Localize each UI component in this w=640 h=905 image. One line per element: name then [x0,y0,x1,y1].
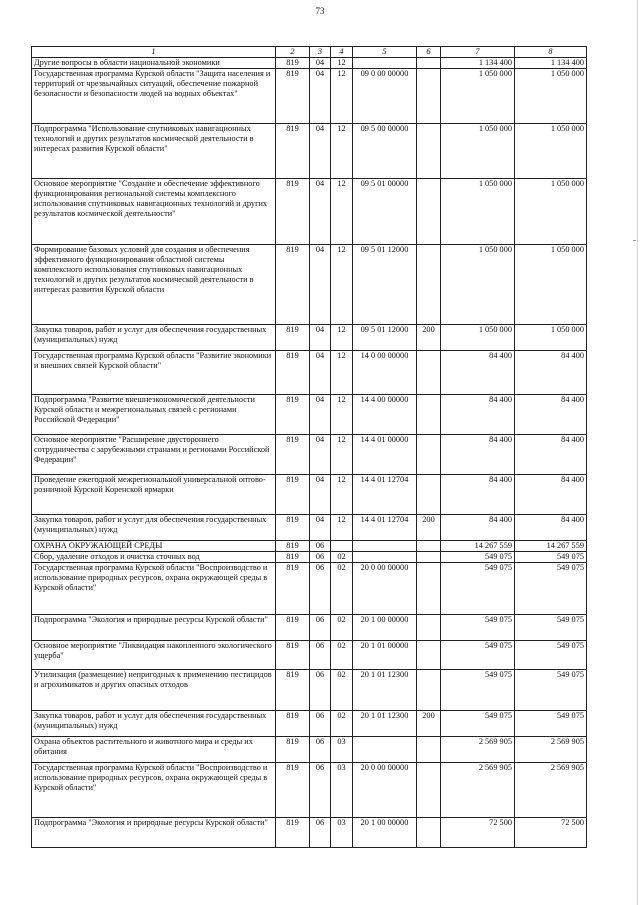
cell-subsection: 12 [331,324,353,350]
cell-expense-type [417,614,441,640]
cell-amount-2020: 1 050 000 [441,324,515,350]
cell-amount-2020: 1 134 400 [441,57,515,68]
cell-name: Проведение ежегодной межрегиональной универсальной оптово-розничной Курской Коренской ярмарки [32,474,276,514]
cell-subsection: 02 [331,669,353,710]
cell-amount-2021: 72 500 [515,817,587,847]
cell-amount-2020: 549 075 [441,551,515,562]
cell-section: 06 [310,551,331,562]
cell-expense-type: 200 [417,514,441,540]
cell-subsection: 12 [331,514,353,540]
cell-admin-code: 819 [276,57,310,68]
cell-section: 04 [310,474,331,514]
cell-target-article: 14 4 01 12704 [353,514,417,540]
cell-section: 04 [310,57,331,68]
cell-amount-2021: 1 134 400 [515,57,587,68]
cell-amount-2021: 2 569 905 [515,762,587,817]
column-number: 6 [417,47,441,58]
cell-admin-code: 819 [276,669,310,710]
cell-amount-2020: 1 050 000 [441,68,515,123]
cell-name: Сбор, удаление отходов и очистка сточных вод [32,551,276,562]
cell-expense-type [417,68,441,123]
cell-name: Основное мероприятие "Расширение двустороннего сотрудничества с зарубежными странами и регионами Российской Федерации" [32,434,276,474]
cell-subsection: 12 [331,474,353,514]
cell-expense-type [417,669,441,710]
table-row [32,817,587,847]
cell-amount-2020: 549 075 [441,614,515,640]
column-number: 8 [515,47,587,58]
scan-mark [633,240,636,241]
cell-expense-type [417,540,441,551]
cell-section: 04 [310,434,331,474]
cell-name: Государственная программа Курской области "Защита населения и территорий от чрезвычайных ситуаций, обеспечение пожарной безопасности и безопасности людей на водных объектах" [32,68,276,123]
cell-amount-2021: 84 400 [515,350,587,394]
column-number: 3 [310,47,331,58]
cell-amount-2020: 1 050 000 [441,178,515,244]
cell-section: 06 [310,640,331,669]
column-number: 2 [276,47,310,58]
cell-section: 06 [310,669,331,710]
cell-subsection: 03 [331,817,353,847]
table-row [32,514,587,540]
cell-name: Закупка товаров, работ и услуг для обеспечения государственных (муниципальных) нужд [32,710,276,736]
cell-section: 06 [310,710,331,736]
cell-amount-2021: 1 050 000 [515,68,587,123]
cell-section: 06 [310,762,331,817]
cell-name: Основное мероприятие "Ликвидация накопленного экологического ущерба" [32,640,276,669]
cell-expense-type [417,434,441,474]
cell-amount-2020: 84 400 [441,514,515,540]
cell-section: 04 [310,68,331,123]
cell-amount-2021: 549 075 [515,551,587,562]
cell-amount-2021: 549 075 [515,562,587,614]
cell-subsection: 12 [331,57,353,68]
cell-expense-type: 200 [417,324,441,350]
cell-name: Формирование базовых условий для создания и обеспечения эффективного функционирования областной системы комплексного использования спутниковых навигационных технологий и других результатов космической деятельности в интересах развития Курской области [32,244,276,324]
cell-expense-type [417,474,441,514]
cell-target-article: 20 1 00 00000 [353,614,417,640]
cell-amount-2021: 1 050 000 [515,244,587,324]
cell-expense-type [417,551,441,562]
column-number: 4 [331,47,353,58]
cell-subsection: 02 [331,551,353,562]
column-number-row [32,47,587,58]
cell-admin-code: 819 [276,244,310,324]
table-row [32,178,587,244]
cell-target-article [353,551,417,562]
cell-amount-2020: 2 569 905 [441,762,515,817]
cell-expense-type: 200 [417,710,441,736]
cell-admin-code: 819 [276,474,310,514]
cell-amount-2021: 14 267 559 [515,540,587,551]
cell-amount-2021: 1 050 000 [515,123,587,178]
table-row [32,244,587,324]
cell-admin-code: 819 [276,350,310,394]
cell-target-article: 20 1 01 00000 [353,640,417,669]
cell-target-article [353,736,417,762]
cell-amount-2021: 1 050 000 [515,178,587,244]
budget-table [31,46,587,848]
cell-section: 06 [310,817,331,847]
cell-target-article: 20 1 01 12300 [353,710,417,736]
table-row [32,640,587,669]
cell-target-article: 20 0 00 00000 [353,762,417,817]
cell-subsection: 02 [331,710,353,736]
table-row [32,669,587,710]
cell-section: 06 [310,562,331,614]
cell-target-article: 20 1 00 00000 [353,817,417,847]
cell-section: 04 [310,324,331,350]
table-row [32,614,587,640]
cell-amount-2020: 72 500 [441,817,515,847]
cell-name: Другие вопросы в области национальной экономики [32,57,276,68]
cell-amount-2021: 549 075 [515,640,587,669]
scan-edge-line [637,0,638,905]
cell-name: Государственная программа Курской области "Развитие экономики и внешних связей Курской области" [32,350,276,394]
cell-subsection: 12 [331,350,353,394]
cell-expense-type [417,640,441,669]
cell-name: Утилизация (размещение) непригодных к применению пестицидов и агрохимикатов и других опасных отходов [32,669,276,710]
cell-amount-2020: 549 075 [441,669,515,710]
cell-admin-code: 819 [276,324,310,350]
cell-section: 04 [310,123,331,178]
cell-target-article: 09 5 01 12000 [353,244,417,324]
cell-expense-type [417,244,441,324]
cell-amount-2021: 84 400 [515,394,587,434]
cell-amount-2020: 1 050 000 [441,123,515,178]
cell-subsection: 02 [331,614,353,640]
cell-subsection: 03 [331,736,353,762]
cell-amount-2020: 84 400 [441,474,515,514]
cell-amount-2021: 84 400 [515,434,587,474]
table-row [32,710,587,736]
cell-expense-type [417,817,441,847]
cell-expense-type [417,57,441,68]
cell-admin-code: 819 [276,736,310,762]
cell-target-article [353,540,417,551]
cell-admin-code: 819 [276,514,310,540]
cell-admin-code: 819 [276,540,310,551]
cell-name: Подпрограмма "Использование спутниковых навигационных технологий и других результатов космической деятельности в интересах развития Курской области" [32,123,276,178]
cell-target-article: 09 5 01 00000 [353,178,417,244]
cell-amount-2021: 549 075 [515,710,587,736]
cell-admin-code: 819 [276,551,310,562]
cell-name: ОХРАНА ОКРУЖАЮЩЕЙ СРЕДЫ [32,540,276,551]
cell-amount-2020: 2 569 905 [441,736,515,762]
table-row [32,736,587,762]
table-row [32,434,587,474]
table-row [32,762,587,817]
cell-admin-code: 819 [276,710,310,736]
cell-section: 06 [310,540,331,551]
cell-target-article: 14 4 01 12704 [353,474,417,514]
table-row [32,123,587,178]
cell-expense-type [417,178,441,244]
cell-admin-code: 819 [276,762,310,817]
cell-amount-2020: 549 075 [441,710,515,736]
column-number: 5 [353,47,417,58]
cell-target-article: 09 0 00 00000 [353,68,417,123]
cell-expense-type [417,736,441,762]
cell-name: Подпрограмма "Развитие внешнеэкономической деятельности Курской области и межрегиональных связей с регионами Российской Федерации" [32,394,276,434]
cell-target-article: 14 0 00 00000 [353,350,417,394]
cell-section: 04 [310,244,331,324]
cell-name: Подпрограмма "Экология и природные ресурсы Курской области" [32,614,276,640]
cell-section: 04 [310,514,331,540]
cell-target-article: 20 1 01 12300 [353,669,417,710]
table-row [32,562,587,614]
cell-name: Охрана объектов растительного и животного мира и среды их обитания [32,736,276,762]
cell-name: Закупка товаров, работ и услуг для обеспечения государственных (муниципальных) нужд [32,324,276,350]
table-row [32,57,587,68]
cell-section: 04 [310,394,331,434]
cell-target-article: 14 4 01 00000 [353,434,417,474]
cell-amount-2020: 1 050 000 [441,244,515,324]
cell-amount-2020: 549 075 [441,640,515,669]
cell-subsection: 02 [331,640,353,669]
table-row [32,324,587,350]
cell-admin-code: 819 [276,434,310,474]
table-row [32,68,587,123]
cell-admin-code: 819 [276,68,310,123]
cell-subsection: 03 [331,762,353,817]
cell-admin-code: 819 [276,123,310,178]
cell-subsection: 12 [331,178,353,244]
cell-expense-type [417,350,441,394]
cell-target-article: 09 5 00 00000 [353,123,417,178]
cell-section: 06 [310,614,331,640]
cell-name: Подпрограмма "Экология и природные ресурсы Курской области" [32,817,276,847]
cell-name: Государственная программа Курской области "Воспроизводство и использование природных ресурсов, охрана окружающей среды в Курской области" [32,562,276,614]
cell-section: 04 [310,350,331,394]
cell-subsection: 02 [331,562,353,614]
column-number: 1 [32,47,276,58]
cell-amount-2020: 84 400 [441,350,515,394]
cell-amount-2020: 14 267 559 [441,540,515,551]
cell-amount-2021: 84 400 [515,514,587,540]
cell-name: Основное мероприятие "Создание и обеспечение эффективного функционирования региональной системы комплексного использования спутниковых навигационных технологий и других результатов космической деятельности" [32,178,276,244]
cell-subsection: 12 [331,434,353,474]
cell-amount-2020: 84 400 [441,394,515,434]
cell-expense-type [417,394,441,434]
cell-amount-2020: 84 400 [441,434,515,474]
cell-target-article: 14 4 00 00000 [353,394,417,434]
cell-admin-code: 819 [276,817,310,847]
cell-subsection: 12 [331,244,353,324]
cell-amount-2021: 1 050 000 [515,324,587,350]
cell-subsection: 12 [331,68,353,123]
table-row [32,350,587,394]
cell-subsection: 12 [331,394,353,434]
cell-section: 06 [310,736,331,762]
cell-amount-2021: 84 400 [515,474,587,514]
cell-admin-code: 819 [276,178,310,244]
cell-subsection: 12 [331,123,353,178]
page-number: 73 [315,6,325,16]
cell-amount-2020: 549 075 [441,562,515,614]
cell-expense-type [417,123,441,178]
table-row [32,540,587,551]
cell-name: Закупка товаров, работ и услуг для обеспечения государственных (муниципальных) нужд [32,514,276,540]
cell-expense-type [417,562,441,614]
cell-admin-code: 819 [276,614,310,640]
cell-expense-type [417,762,441,817]
cell-amount-2021: 2 569 905 [515,736,587,762]
table-row [32,474,587,514]
cell-admin-code: 819 [276,394,310,434]
cell-target-article: 20 0 00 00000 [353,562,417,614]
cell-amount-2021: 549 075 [515,669,587,710]
column-number: 7 [441,47,515,58]
cell-target-article [353,57,417,68]
table-row [32,551,587,562]
table-row [32,394,587,434]
cell-section: 04 [310,178,331,244]
cell-name: Государственная программа Курской области "Воспроизводство и использование природных ресурсов, охрана окружающей среды в Курской области" [32,762,276,817]
cell-amount-2021: 549 075 [515,614,587,640]
cell-admin-code: 819 [276,562,310,614]
cell-subsection [331,540,353,551]
cell-admin-code: 819 [276,640,310,669]
cell-target-article: 09 5 01 12000 [353,324,417,350]
